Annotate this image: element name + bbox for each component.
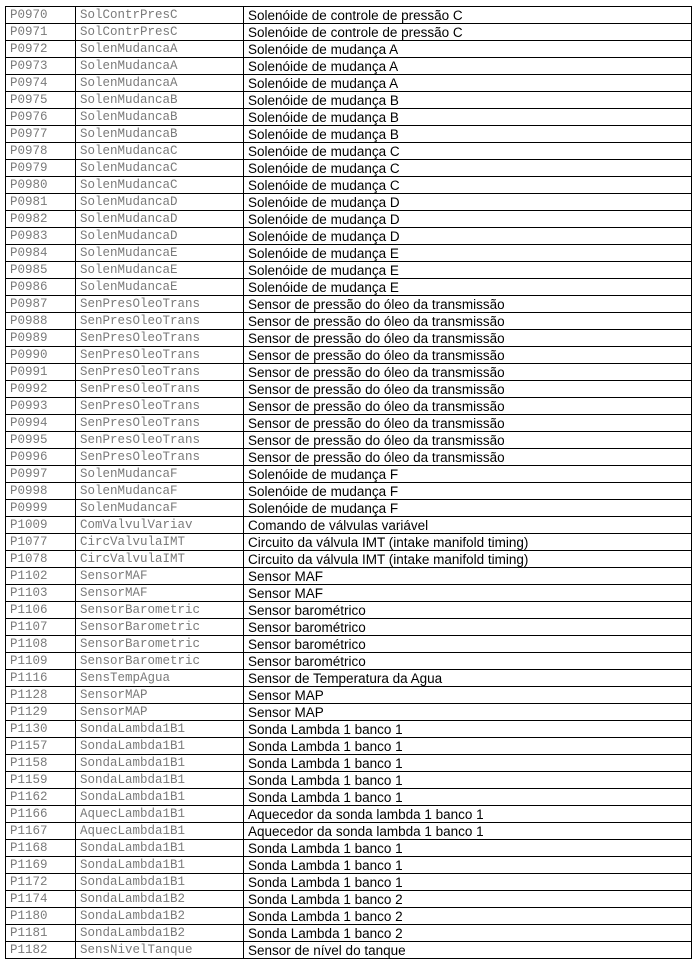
fault-code-cell: P1108 — [6, 636, 76, 653]
description-cell: Sensor MAF — [244, 568, 692, 585]
short-name-cell: SolenMudancaA — [76, 75, 244, 92]
description-cell: Sensor de pressão do óleo da transmissão — [244, 398, 692, 415]
description-cell: Sonda Lambda 1 banco 1 — [244, 721, 692, 738]
table-row — [6, 738, 692, 755]
description-cell: Solenóide de mudança F — [244, 466, 692, 483]
short-name-cell: SolenMudancaB — [76, 109, 244, 126]
short-name-cell: SondaLambda1B1 — [76, 721, 244, 738]
table-row — [6, 636, 692, 653]
short-name-cell: SensorBarometric — [76, 602, 244, 619]
fault-code-cell: P1180 — [6, 908, 76, 925]
fault-code-cell: P0992 — [6, 381, 76, 398]
description-cell: Circuito da válvula IMT (intake manifold timing) — [244, 534, 692, 551]
fault-code-cell: P0979 — [6, 160, 76, 177]
description-cell: Sensor MAP — [244, 704, 692, 721]
table-row — [6, 483, 692, 500]
short-name-cell: SolenMudancaF — [76, 500, 244, 517]
fault-code-cell: P0991 — [6, 364, 76, 381]
description-cell: Sensor de pressão do óleo da transmissão — [244, 313, 692, 330]
table-row — [6, 466, 692, 483]
description-cell: Solenóide de mudança E — [244, 279, 692, 296]
table-row — [6, 670, 692, 687]
fault-code-cell: P0977 — [6, 126, 76, 143]
description-cell: Solenóide de mudança D — [244, 211, 692, 228]
table-row — [6, 772, 692, 789]
fault-code-table — [5, 6, 692, 959]
short-name-cell: CircValvulaIMT — [76, 551, 244, 568]
table-row — [6, 296, 692, 313]
description-cell: Sensor de pressão do óleo da transmissão — [244, 449, 692, 466]
short-name-cell: SondaLambda1B1 — [76, 772, 244, 789]
fault-code-cell: P0976 — [6, 109, 76, 126]
fault-code-cell: P1106 — [6, 602, 76, 619]
short-name-cell: SondaLambda1B1 — [76, 840, 244, 857]
short-name-cell: SolenMudancaD — [76, 211, 244, 228]
short-name-cell: SolenMudancaC — [76, 143, 244, 160]
description-cell: Sensor de pressão do óleo da transmissão — [244, 296, 692, 313]
table-row — [6, 534, 692, 551]
table-row — [6, 585, 692, 602]
fault-code-cell: P1130 — [6, 721, 76, 738]
description-cell: Sensor MAF — [244, 585, 692, 602]
short-name-cell: SolenMudancaA — [76, 41, 244, 58]
fault-code-cell: P0990 — [6, 347, 76, 364]
fault-code-cell: P0987 — [6, 296, 76, 313]
description-cell: Sensor de pressão do óleo da transmissão — [244, 415, 692, 432]
fault-code-cell: P0970 — [6, 7, 76, 24]
description-cell: Sensor de pressão do óleo da transmissão — [244, 381, 692, 398]
short-name-cell: SolenMudancaF — [76, 483, 244, 500]
fault-code-cell: P1172 — [6, 874, 76, 891]
description-cell: Solenóide de mudança C — [244, 143, 692, 160]
table-row — [6, 449, 692, 466]
short-name-cell: SenPresOleoTrans — [76, 347, 244, 364]
short-name-cell: SolenMudancaB — [76, 126, 244, 143]
table-row — [6, 653, 692, 670]
short-name-cell: SolenMudancaC — [76, 177, 244, 194]
table-row — [6, 41, 692, 58]
table-row — [6, 823, 692, 840]
short-name-cell: AquecLambda1B1 — [76, 823, 244, 840]
short-name-cell: CircValvulaIMT — [76, 534, 244, 551]
table-row — [6, 619, 692, 636]
description-cell: Sonda Lambda 1 banco 2 — [244, 908, 692, 925]
short-name-cell: SolContrPresC — [76, 7, 244, 24]
table-row — [6, 109, 692, 126]
short-name-cell: SensNivelTanque — [76, 942, 244, 959]
description-cell: Sonda Lambda 1 banco 1 — [244, 755, 692, 772]
fault-code-cell: P1182 — [6, 942, 76, 959]
table-row — [6, 364, 692, 381]
description-cell: Sensor de nível do tanque — [244, 942, 692, 959]
fault-code-cell: P1129 — [6, 704, 76, 721]
description-cell: Solenóide de mudança E — [244, 262, 692, 279]
table-row — [6, 687, 692, 704]
fault-code-cell: P1102 — [6, 568, 76, 585]
short-name-cell: ComValvulVariav — [76, 517, 244, 534]
short-name-cell: SenPresOleoTrans — [76, 313, 244, 330]
table-row — [6, 806, 692, 823]
description-cell: Solenóide de controle de pressão C — [244, 24, 692, 41]
fault-code-cell: P0996 — [6, 449, 76, 466]
short-name-cell: SondaLambda1B2 — [76, 891, 244, 908]
fault-code-cell: P0974 — [6, 75, 76, 92]
short-name-cell: SenPresOleoTrans — [76, 381, 244, 398]
fault-code-cell: P1109 — [6, 653, 76, 670]
table-row — [6, 228, 692, 245]
short-name-cell: SensorMAF — [76, 585, 244, 602]
table-row — [6, 517, 692, 534]
description-cell: Sensor de pressão do óleo da transmissão — [244, 330, 692, 347]
table-row — [6, 704, 692, 721]
description-cell: Sensor barométrico — [244, 602, 692, 619]
table-row — [6, 398, 692, 415]
fault-code-cell: P1168 — [6, 840, 76, 857]
fault-code-cell: P1162 — [6, 789, 76, 806]
fault-code-cell: P1009 — [6, 517, 76, 534]
table-row — [6, 92, 692, 109]
table-row — [6, 721, 692, 738]
fault-code-cell: P0999 — [6, 500, 76, 517]
description-cell: Solenóide de mudança B — [244, 109, 692, 126]
fault-code-cell: P0983 — [6, 228, 76, 245]
description-cell: Sensor barométrico — [244, 619, 692, 636]
short-name-cell: SensorBarometric — [76, 636, 244, 653]
fault-code-cell: P0988 — [6, 313, 76, 330]
table-row — [6, 874, 692, 891]
description-cell: Sonda Lambda 1 banco 1 — [244, 857, 692, 874]
description-cell: Solenóide de mudança A — [244, 75, 692, 92]
table-row — [6, 500, 692, 517]
table-row — [6, 262, 692, 279]
description-cell: Sensor barométrico — [244, 636, 692, 653]
table-row — [6, 942, 692, 959]
table-row — [6, 925, 692, 942]
table-row — [6, 194, 692, 211]
table-row — [6, 568, 692, 585]
table-row — [6, 279, 692, 296]
short-name-cell: SondaLambda1B1 — [76, 738, 244, 755]
short-name-cell: SolenMudancaE — [76, 262, 244, 279]
description-cell: Sensor de pressão do óleo da transmissão — [244, 432, 692, 449]
table-row — [6, 789, 692, 806]
short-name-cell: AquecLambda1B1 — [76, 806, 244, 823]
short-name-cell: SensorBarometric — [76, 653, 244, 670]
short-name-cell: SenPresOleoTrans — [76, 398, 244, 415]
short-name-cell: SenPresOleoTrans — [76, 432, 244, 449]
fault-code-cell: P1166 — [6, 806, 76, 823]
fault-code-cell: P0981 — [6, 194, 76, 211]
fault-code-cell: P0975 — [6, 92, 76, 109]
fault-code-cell: P1181 — [6, 925, 76, 942]
description-cell: Sonda Lambda 1 banco 1 — [244, 789, 692, 806]
short-name-cell: SensorBarometric — [76, 619, 244, 636]
table-row — [6, 347, 692, 364]
short-name-cell: SondaLambda1B1 — [76, 755, 244, 772]
description-cell: Solenóide de mudança B — [244, 126, 692, 143]
fault-code-cell: P0997 — [6, 466, 76, 483]
table-row — [6, 908, 692, 925]
short-name-cell: SensorMAP — [76, 687, 244, 704]
description-cell: Sensor de Temperatura da Agua — [244, 670, 692, 687]
description-cell: Comando de válvulas variável — [244, 517, 692, 534]
fault-code-cell: P1174 — [6, 891, 76, 908]
description-cell: Sensor MAP — [244, 687, 692, 704]
description-cell: Solenóide de mudança B — [244, 92, 692, 109]
short-name-cell: SenPresOleoTrans — [76, 364, 244, 381]
fault-code-cell: P0989 — [6, 330, 76, 347]
fault-code-cell: P0980 — [6, 177, 76, 194]
short-name-cell: SolenMudancaB — [76, 92, 244, 109]
fault-code-cell: P0973 — [6, 58, 76, 75]
short-name-cell: SolenMudancaD — [76, 194, 244, 211]
fault-code-cell: P0993 — [6, 398, 76, 415]
short-name-cell: SondaLambda1B2 — [76, 925, 244, 942]
short-name-cell: SondaLambda1B1 — [76, 857, 244, 874]
table-row — [6, 381, 692, 398]
fault-code-cell: P1128 — [6, 687, 76, 704]
table-row — [6, 551, 692, 568]
fault-code-cell: P0986 — [6, 279, 76, 296]
short-name-cell: SenPresOleoTrans — [76, 296, 244, 313]
fault-code-cell: P0985 — [6, 262, 76, 279]
short-name-cell: SenPresOleoTrans — [76, 330, 244, 347]
fault-code-cell: P1116 — [6, 670, 76, 687]
fault-code-cell: P1077 — [6, 534, 76, 551]
description-cell: Aquecedor da sonda lambda 1 banco 1 — [244, 823, 692, 840]
table-row — [6, 602, 692, 619]
fault-code-cell: P0984 — [6, 245, 76, 262]
short-name-cell: SensorMAP — [76, 704, 244, 721]
fault-code-cell: P1169 — [6, 857, 76, 874]
fault-code-cell: P1159 — [6, 772, 76, 789]
fault-code-cell: P0971 — [6, 24, 76, 41]
fault-code-cell: P0995 — [6, 432, 76, 449]
description-cell: Solenóide de mudança A — [244, 41, 692, 58]
description-cell: Solenóide de mudança F — [244, 483, 692, 500]
fault-code-cell: P1158 — [6, 755, 76, 772]
table-row — [6, 160, 692, 177]
table-row — [6, 7, 692, 24]
short-name-cell: SondaLambda1B1 — [76, 874, 244, 891]
fault-code-cell: P0978 — [6, 143, 76, 160]
description-cell: Sonda Lambda 1 banco 1 — [244, 738, 692, 755]
table-row — [6, 755, 692, 772]
short-name-cell: SensTempAgua — [76, 670, 244, 687]
table-row — [6, 415, 692, 432]
short-name-cell: SolenMudancaE — [76, 245, 244, 262]
description-cell: Solenóide de mudança A — [244, 58, 692, 75]
description-cell: Solenóide de mudança D — [244, 228, 692, 245]
short-name-cell: SolenMudancaA — [76, 58, 244, 75]
table-row — [6, 24, 692, 41]
short-name-cell: SolenMudancaD — [76, 228, 244, 245]
table-row — [6, 891, 692, 908]
fault-code-cell: P1167 — [6, 823, 76, 840]
fault-code-cell: P0982 — [6, 211, 76, 228]
description-cell: Circuito da válvula IMT (intake manifold timing) — [244, 551, 692, 568]
table-row — [6, 840, 692, 857]
table-row — [6, 857, 692, 874]
fault-code-cell: P1107 — [6, 619, 76, 636]
description-cell: Sensor de pressão do óleo da transmissão — [244, 347, 692, 364]
fault-code-cell: P1157 — [6, 738, 76, 755]
table-row — [6, 58, 692, 75]
description-cell: Solenóide de mudança C — [244, 160, 692, 177]
short-name-cell: SolenMudancaE — [76, 279, 244, 296]
short-name-cell: SenPresOleoTrans — [76, 449, 244, 466]
table-row — [6, 177, 692, 194]
short-name-cell: SensorMAF — [76, 568, 244, 585]
table-row — [6, 143, 692, 160]
short-name-cell: SolenMudancaC — [76, 160, 244, 177]
table-row — [6, 75, 692, 92]
description-cell: Solenóide de mudança E — [244, 245, 692, 262]
short-name-cell: SolContrPresC — [76, 24, 244, 41]
fault-code-cell: P1078 — [6, 551, 76, 568]
description-cell: Solenóide de controle de pressão C — [244, 7, 692, 24]
short-name-cell: SondaLambda1B2 — [76, 908, 244, 925]
table-row — [6, 330, 692, 347]
description-cell: Sonda Lambda 1 banco 1 — [244, 840, 692, 857]
table-row — [6, 126, 692, 143]
description-cell: Sensor de pressão do óleo da transmissão — [244, 364, 692, 381]
description-cell: Sonda Lambda 1 banco 2 — [244, 891, 692, 908]
short-name-cell: SenPresOleoTrans — [76, 415, 244, 432]
table-row — [6, 313, 692, 330]
description-cell: Sensor barométrico — [244, 653, 692, 670]
fault-code-cell: P0998 — [6, 483, 76, 500]
fault-code-cell: P0994 — [6, 415, 76, 432]
table-row — [6, 245, 692, 262]
fault-code-cell: P1103 — [6, 585, 76, 602]
fault-code-table-body — [6, 7, 692, 959]
short-name-cell: SondaLambda1B1 — [76, 789, 244, 806]
table-row — [6, 432, 692, 449]
table-row — [6, 211, 692, 228]
description-cell: Solenóide de mudança F — [244, 500, 692, 517]
description-cell: Sonda Lambda 1 banco 1 — [244, 874, 692, 891]
fault-code-cell: P0972 — [6, 41, 76, 58]
description-cell: Aquecedor da sonda lambda 1 banco 1 — [244, 806, 692, 823]
description-cell: Sonda Lambda 1 banco 1 — [244, 772, 692, 789]
description-cell: Sonda Lambda 1 banco 2 — [244, 925, 692, 942]
description-cell: Solenóide de mudança D — [244, 194, 692, 211]
short-name-cell: SolenMudancaF — [76, 466, 244, 483]
description-cell: Solenóide de mudança C — [244, 177, 692, 194]
